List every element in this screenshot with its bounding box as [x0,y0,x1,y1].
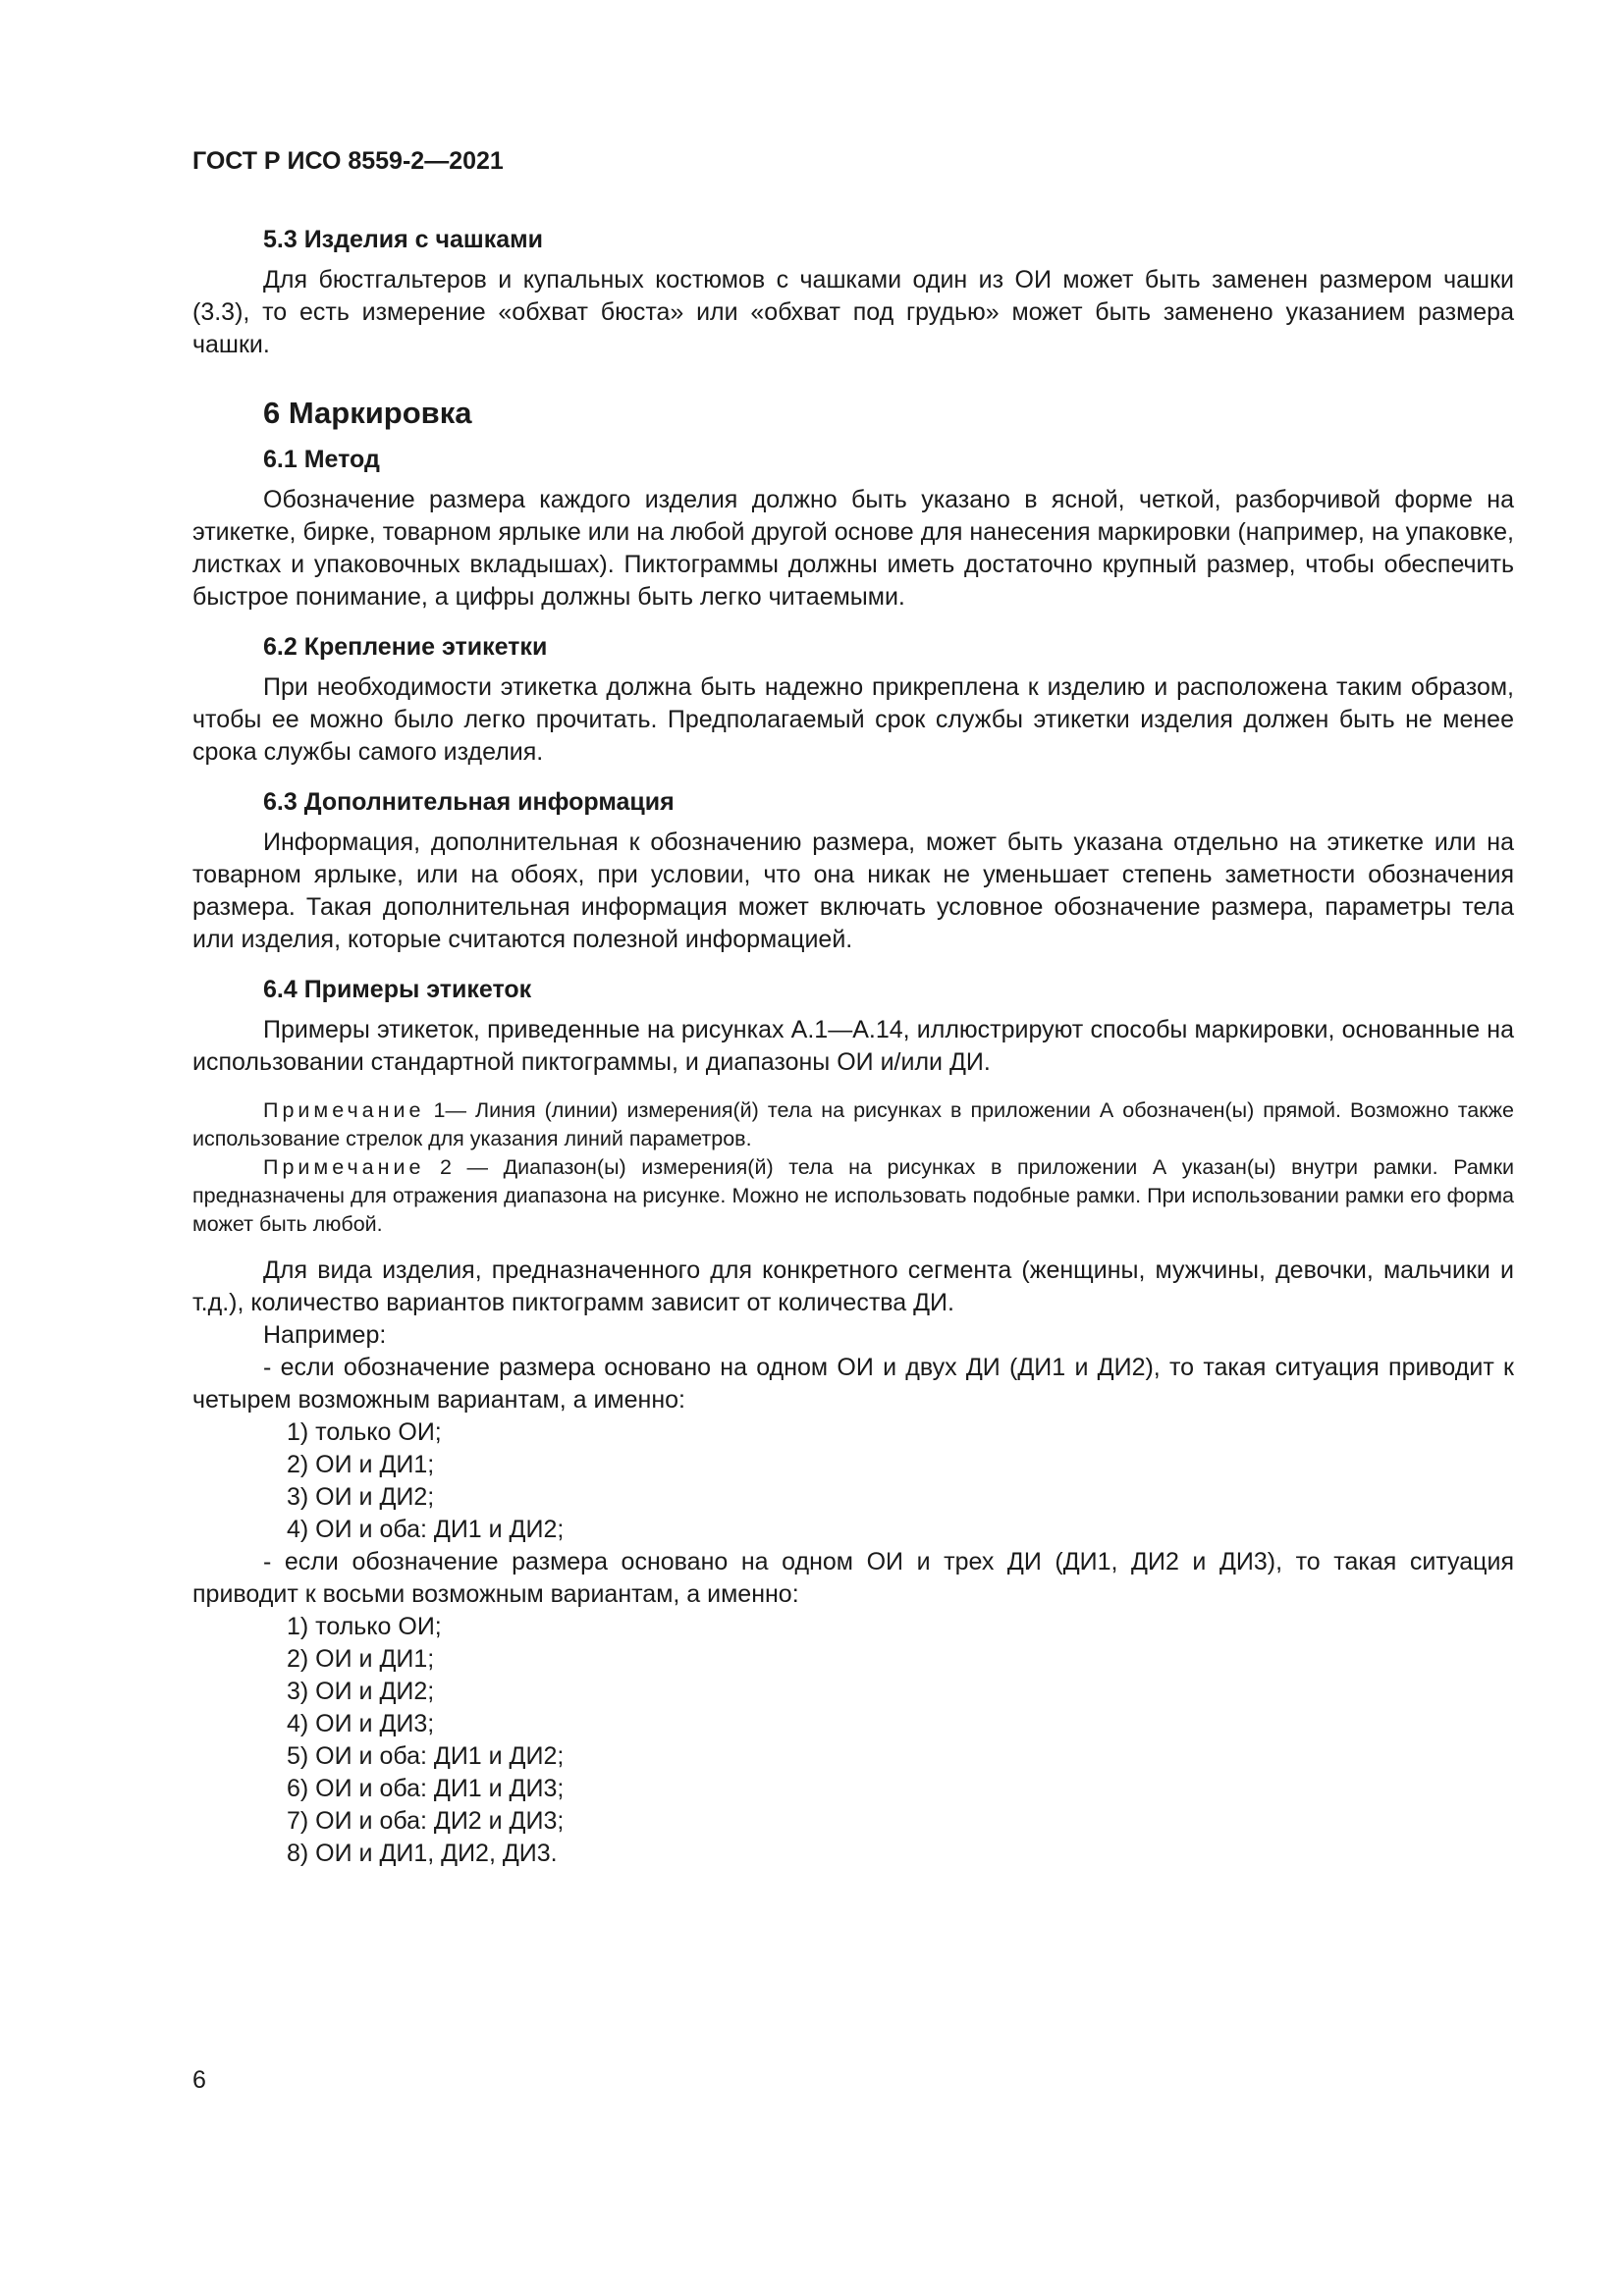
section-6-3-paragraph: Информация, дополнительная к обозначению размера, может быть указана отдельно на этикетке или на товарном ярлыке, или на обоях, при условии, что она никак не уменьшает степень заметности обозначения размера. Такая дополнительная информация может включать условное обозначение размера, параметры тела или изделия, которые считаются полезной информацией. [192,828,1514,953]
example-lead: Например: [263,1321,387,1349]
list-item: 4) ОИ и оба: ДИ1 и ДИ2; [287,1516,565,1543]
document-body [192,224,1514,1870]
note-1-label: Примечание [263,1098,425,1122]
notes-block [192,1096,1514,1239]
section-5-3-title: 5.3 Изделия с чашками [263,226,544,253]
list-item: 3) ОИ и ДИ2; [287,1678,435,1705]
note-2-text: 2 — Диапазон(ы) измерения(й) тела на рисунках в приложении А указан(ы) внутри рамки. Рамки предназначены для отражения диапазона на рисунке. Можно не использовать подобные рамки. При использовании рамки его форма может быть любой. [192,1155,1514,1236]
section-6-4-paragraph: Примеры этикеток, приведенные на рисунках А.1—А.14, иллюстрируют способы маркировки, основанные на использовании стандартной пиктограммы, и диапазоны ОИ и/или ДИ. [192,1016,1514,1076]
note-2-label: Примечание [263,1155,425,1179]
segment-paragraph: Для вида изделия, предназначенного для конкретного сегмента (женщины, мужчины, девочки, мальчики и т.д.), количество вариантов пиктограмм зависит от количества ДИ. [192,1256,1514,1316]
note-2 [192,1153,1514,1239]
note-1 [192,1096,1514,1153]
page-number: 6 [192,2066,206,2094]
section-6-title: 6 Маркировка [263,396,472,430]
case-2-paragraph: - если обозначение размера основано на одном ОИ и трех ДИ (ДИ1, ДИ2 и ДИ3), то такая ситуация приводит к восьми возможным вариантам, а именно: [192,1548,1514,1608]
list-item: 5) ОИ и оба: ДИ1 и ДИ2; [287,1742,565,1770]
case-1-paragraph: - если обозначение размера основано на одном ОИ и двух ДИ (ДИ1 и ДИ2), то такая ситуация приводит к четырем возможным вариантам, а именно: [192,1354,1514,1414]
section-6-3-title: 6.3 Дополнительная информация [263,788,675,816]
list-item: 2) ОИ и ДИ1; [287,1451,435,1478]
list-item: 3) ОИ и ДИ2; [287,1483,435,1511]
section-6-2-title: 6.2 Крепление этикетки [263,633,548,661]
variants-list-1 [192,1416,1514,1546]
list-item: 1) только ОИ; [287,1418,442,1446]
section-6-1-title: 6.1 Метод [263,446,380,473]
list-item: 6) ОИ и оба: ДИ1 и ДИ3; [287,1775,565,1802]
list-item: 1) только ОИ; [287,1613,442,1640]
section-5-3-paragraph: Для бюстгальтеров и купальных костюмов с чашками один из ОИ может быть заменен размером чашки (3.3), то есть измерение «обхват бюста» или «обхват под грудью» может быть заменено указанием размера чашки. [192,266,1514,358]
section-6-4-title: 6.4 Примеры этикеток [263,976,532,1003]
note-1-text: 1— Линия (линии) измерения(й) тела на рисунках в приложении А обозначен(ы) прямой. Возможно также использование стрелок для указания линий параметров. [192,1098,1514,1150]
list-item: 2) ОИ и ДИ1; [287,1645,435,1673]
list-item: 8) ОИ и ДИ1, ДИ2, ДИ3. [287,1840,558,1867]
list-item: 7) ОИ и оба: ДИ2 и ДИ3; [287,1807,565,1835]
document-header: ГОСТ Р ИСО 8559-2—2021 [192,147,504,175]
section-6-2-paragraph: При необходимости этикетка должна быть надежно прикреплена к изделию и расположена таким образом, чтобы ее можно было легко прочитать. Предполагаемый срок службы этикетки изделия должен быть не менее срока службы самого изделия. [192,673,1514,766]
section-6-1-paragraph: Обозначение размера каждого изделия должно быть указано в ясной, четкой, разборчивой форме на этикетке, бирке, товарном ярлыке или на любой другой основе для нанесения маркировки (например, на упаковке, листках и упаковочных вкладышах). Пиктограммы должны иметь достаточно крупный размер, чтобы обеспечить быстрое понимание, а цифры должны быть легко читаемыми. [192,486,1514,611]
variants-list-2 [192,1611,1514,1870]
list-item: 4) ОИ и ДИ3; [287,1710,435,1737]
